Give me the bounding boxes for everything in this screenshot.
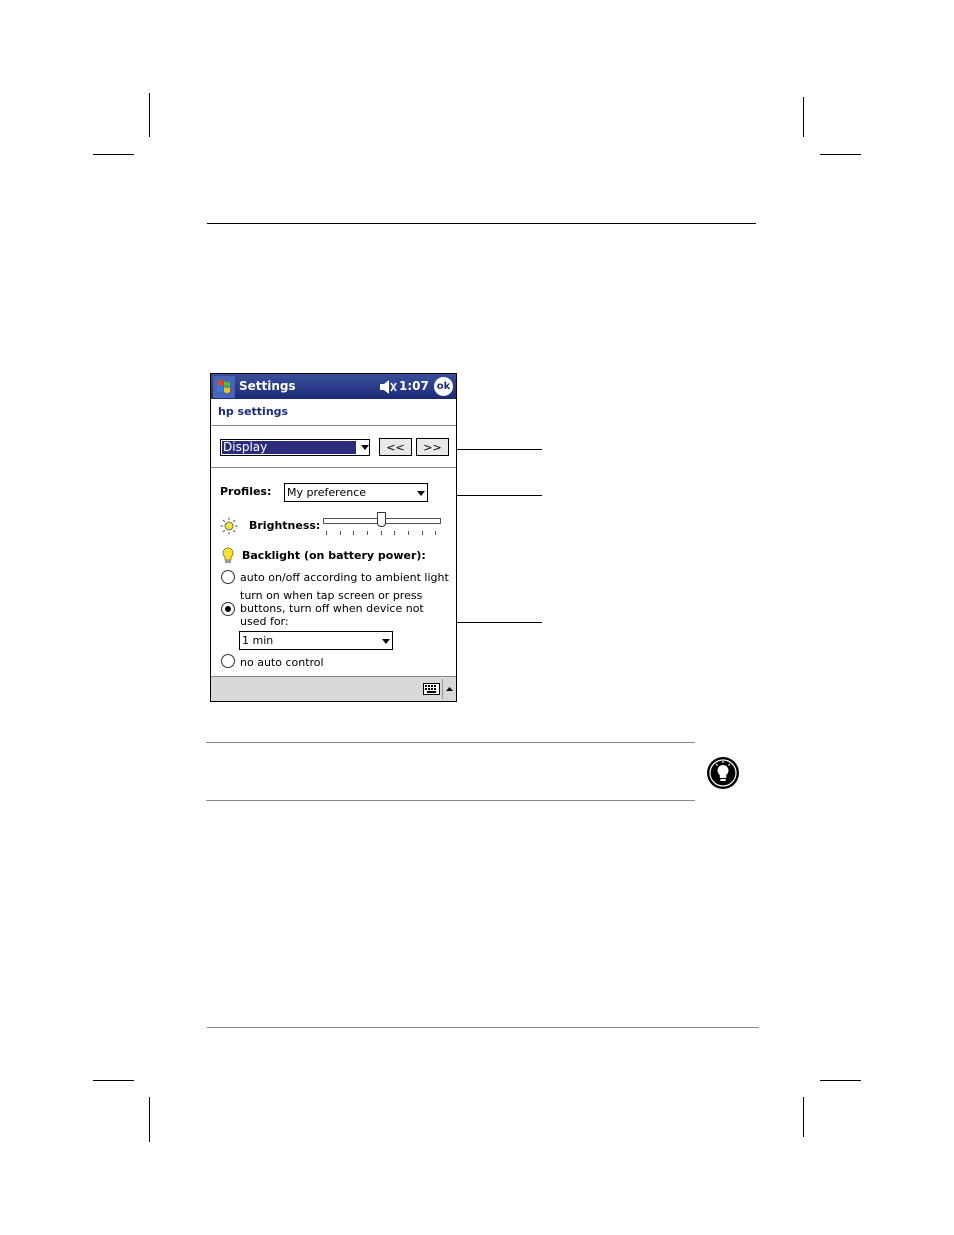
option-tap-screen-line1: turn on when tap screen or press	[240, 589, 423, 602]
settings-page-dropdown[interactable]	[220, 439, 370, 456]
slider-tick	[381, 531, 382, 535]
crop-mark	[149, 1097, 150, 1142]
slider-tick	[394, 531, 395, 535]
crop-mark	[803, 1097, 804, 1137]
command-bar	[211, 676, 456, 702]
windows-flag-icon[interactable]	[213, 376, 235, 398]
speaker-muted-icon[interactable]	[379, 379, 397, 395]
settings-page-value: Display	[222, 441, 356, 454]
sun-icon	[220, 517, 238, 535]
divider	[211, 467, 456, 468]
clock[interactable]: 1:07	[399, 379, 429, 393]
backlight-heading: Backlight (on battery power):	[242, 549, 426, 562]
crop-mark	[803, 97, 804, 137]
footer-rule	[207, 1027, 759, 1028]
header-rule	[207, 223, 756, 224]
slider-tick	[340, 531, 341, 535]
up-arrow-icon[interactable]	[442, 679, 455, 699]
crop-mark	[820, 154, 861, 155]
keyboard-icon[interactable]	[423, 683, 440, 695]
previous-page-button[interactable]: <<	[379, 438, 412, 456]
tip-top-rule	[206, 742, 695, 743]
option-auto-ambient-label: auto on/off according to ambient light	[240, 571, 449, 584]
callout-line-profiles	[446, 495, 542, 496]
ok-button[interactable]: ok	[434, 377, 453, 396]
radio-auto-ambient[interactable]	[221, 570, 235, 584]
window-title: Settings	[239, 379, 296, 393]
lightbulb-icon	[221, 547, 235, 565]
slider-tick	[367, 531, 368, 535]
option-tap-screen-line3: used for:	[240, 615, 289, 628]
radio-tap-screen[interactable]	[221, 602, 235, 616]
tip-lightbulb-icon	[706, 756, 740, 790]
slider-tick	[326, 531, 327, 535]
radio-no-auto-control[interactable]	[221, 654, 235, 668]
next-page-button[interactable]: >>	[416, 438, 449, 456]
profiles-value: My preference	[287, 486, 367, 499]
chevron-down-icon	[361, 445, 369, 450]
crop-mark	[93, 154, 134, 155]
backlight-timeout-value: 1 min	[242, 634, 274, 647]
callout-line-navigation	[448, 449, 542, 450]
crop-mark	[93, 1080, 134, 1081]
slider-tick	[408, 531, 409, 535]
profiles-label: Profiles:	[220, 485, 272, 498]
profiles-dropdown[interactable]	[284, 483, 428, 502]
crop-mark	[149, 93, 150, 137]
backlight-timeout-dropdown[interactable]	[239, 631, 393, 650]
option-tap-screen-line2: buttons, turn off when device not	[240, 602, 424, 615]
chevron-down-icon	[382, 639, 390, 644]
brightness-slider-thumb[interactable]	[377, 512, 386, 527]
slider-tick	[422, 531, 423, 535]
tip-bottom-rule	[206, 800, 695, 801]
device-screen	[210, 373, 457, 702]
divider	[211, 425, 456, 426]
slider-tick	[353, 531, 354, 535]
option-no-auto-label: no auto control	[240, 656, 324, 669]
title-bar	[211, 374, 456, 399]
slider-tick	[435, 531, 436, 535]
page-subheader: hp settings	[218, 405, 289, 418]
chevron-down-icon	[417, 491, 425, 496]
crop-mark	[820, 1080, 861, 1081]
brightness-label: Brightness:	[249, 519, 321, 532]
callout-line-backlight	[446, 622, 542, 623]
